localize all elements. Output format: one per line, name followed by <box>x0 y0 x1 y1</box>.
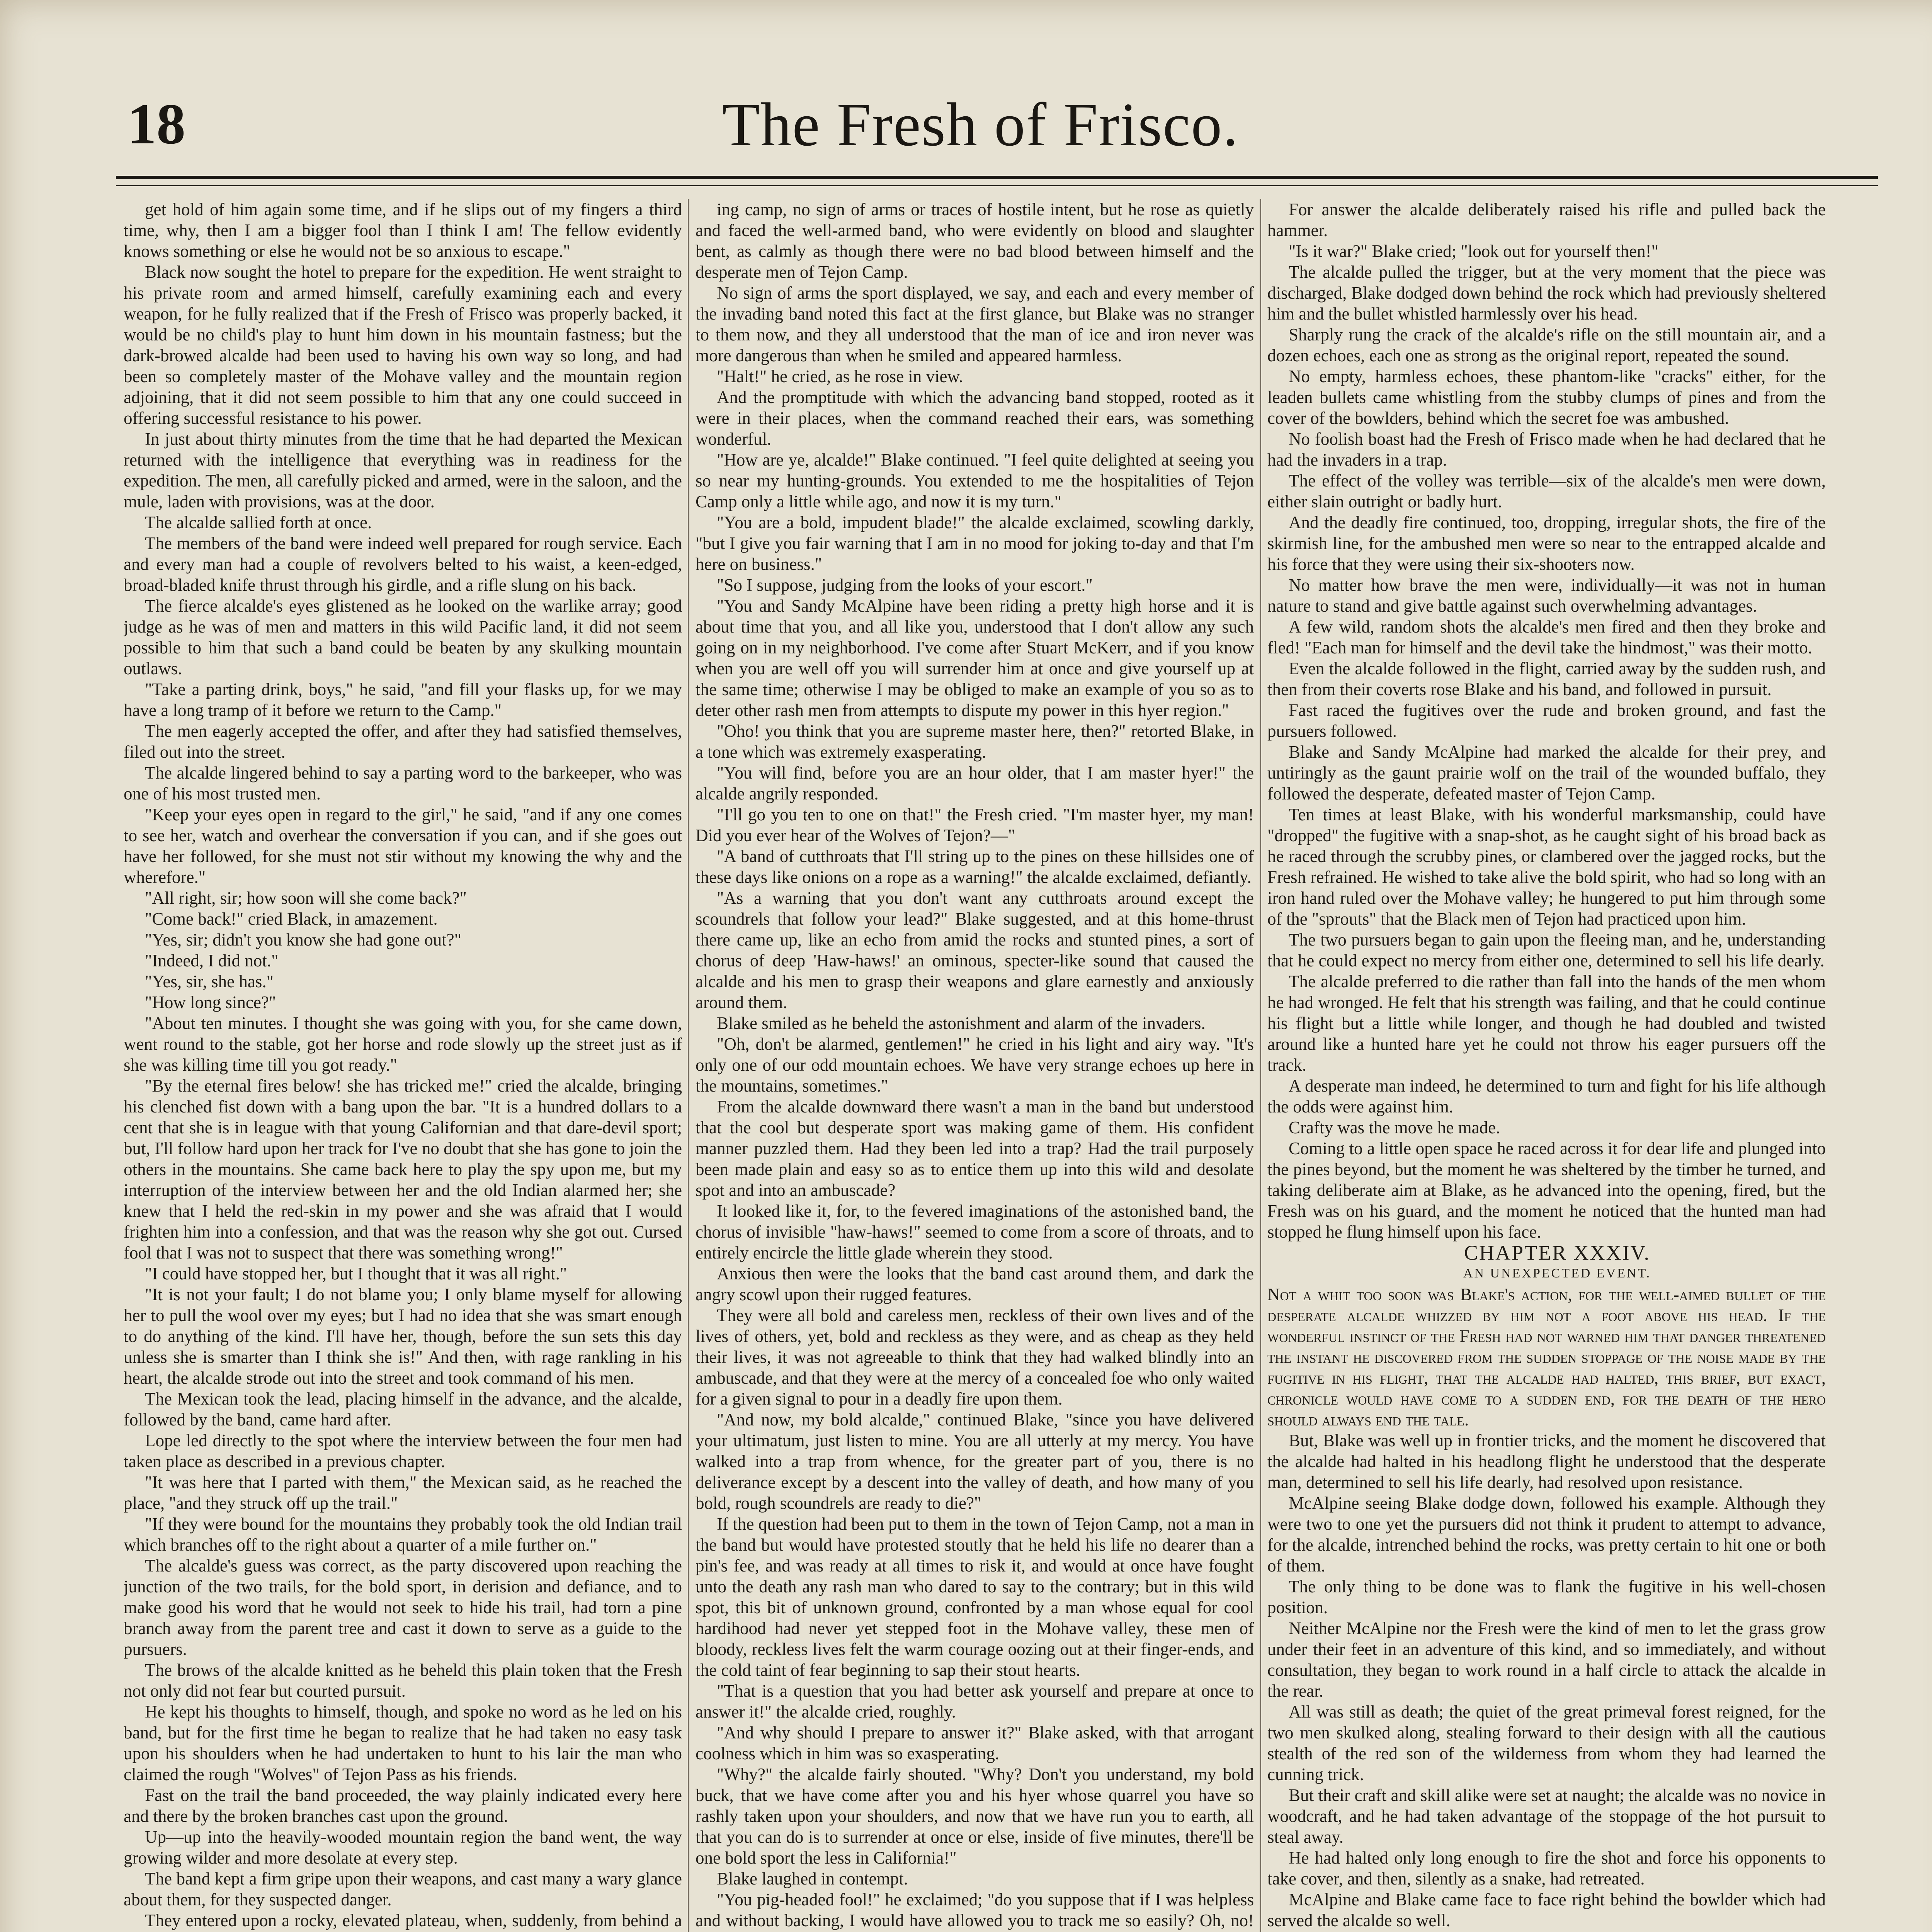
paragraph: "About ten minutes. I thought she was going with you, for she came down, went round to the stable, got her horse and rode slowly up the street just as if she was killing time till you got ready." <box>124 1014 682 1075</box>
paragraph: The Mexican took the lead, placing himself in the advance, and the alcalde, followed by the band, came hard after. <box>124 1389 682 1429</box>
paragraph: The band kept a firm gripe upon their weapons, and cast many a wary glance about them, for they suspected danger. <box>124 1869 682 1909</box>
paragraph: "How are ye, alcalde!" Blake continued. "I feel quite delighted at seeing you so near my hunting-grounds. You extended to me the hospitalities of Tejon Camp only a little while ago, and now it is my turn." <box>696 450 1254 511</box>
page-number: 18 <box>128 92 185 156</box>
paragraph: get hold of him again some time, and if he slips out of my fingers a third time, why, then I am a bigger fool than I think I am! The fellow evidently knows something or else he would not be so anxious to escape." <box>124 200 682 261</box>
paragraph: Fast on the trail the band proceeded, the way plainly indicated every here and there by the broken branches cast upon the ground. <box>124 1786 682 1826</box>
paragraph: Coming to a little open space he raced across it for dear life and plunged into the pines beyond, but the moment he was sheltered by the timber he turned, and taking deliberate aim at Blake, as he advanced into the opening, fired, but the Fresh was on his guard, and the moment he noticed that the hunted man had stopped he flung himself upon his face. <box>1267 1139 1826 1242</box>
paragraph: The alcalde's guess was correct, as the party discovered upon reaching the junction of the two trails, for the bold sport, in derision and defiance, and to make good his word that he would not seek to hide his trail, had torn a pine branch away from the parent tree and cast it down to serve as a guide to the pursuers. <box>124 1556 682 1659</box>
paragraph: Fast raced the fugitives over the rude and broken ground, and fast the pursuers followed. <box>1267 701 1826 741</box>
paragraph: They entered upon a rocky, elevated plateau, when, suddenly, from behind a <box>145 1911 682 1930</box>
paragraph: "How long since?" <box>145 993 276 1012</box>
paragraph: He had halted only long enough to fire the shot and force his opponents to take cover, and then, silently as a snake, had retreated. <box>1267 1848 1826 1888</box>
paragraph: The only thing to be done was to flank the fugitive in his well-chosen position. <box>1267 1577 1826 1617</box>
paragraph: No empty, harmless echoes, these phantom-like "cracks" either, for the leaden bullets came whistling from the stubby clumps of pines and from the cover of the bowlders, behind which the secret foe was ambushed. <box>1267 367 1826 428</box>
paragraph: The alcalde pulled the trigger, but at the very moment that the piece was discharged, Blake dodged down behind the rock which had previously sheltered him and the bullet whistled harmlessly over his head. <box>1267 262 1826 323</box>
paragraph: Blake smiled as he beheld the astonishment and alarm of the invaders. <box>717 1014 1206 1033</box>
paragraph: The brows of the alcalde knitted as he beheld this plain token that the Fresh not only did not fear but courted pursuit. <box>124 1660 682 1701</box>
paragraph: The men eagerly accepted the offer, and after they had satisfied themselves, filed out into the street. <box>124 721 682 762</box>
paragraph: "And now, my bold alcalde," continued Blake, "since you have delivered your ultimatum, just listen to mine. You are all utterly at my mercy. You have walked into a trap from whence, for the greater part of you, there is no deliverance except by a descent into the valley of death, and how many of you bold, rough scoundrels are ready to die?" <box>696 1410 1254 1513</box>
column-1-body <box>124 199 682 1932</box>
text-column-2 <box>696 199 1254 1932</box>
paragraph: The fierce alcalde's eyes glistened as he looked on the warlike array; good judge as he was of men and matters in this wild Pacific land, it did not seem possible to him that such a band could be beaten by any skulking mountain outlaws. <box>124 596 682 678</box>
paragraph: Anxious then were the looks that the band cast around them, and dark the angry scowl upon their rugged features. <box>696 1264 1254 1304</box>
paragraph: Blake and Sandy McAlpine had marked the alcalde for their prey, and untiringly as the gaunt prairie wolf on the trail of the wounded buffalo, they followed the desperate, defeated master of Tejon Camp. <box>1267 742 1826 803</box>
paragraph: If the question had been put to them in the town of Tejon Camp, not a man in the band but would have protested stoutly that he held his life no dearer than a pin's fee, and was ready at all times to risk it, and would at once have fought unto the death any rash man who dared to say to the contrary; but in this wild spot, this bit of unknown ground, confronted by a man whose equal for cool hardihood had never yet stepped foot in the Mohave valley, these men of bloody, reckless lives felt the warm courage oozing out at their finger-ends, and the cold taint of fear beginning to sap their stout hearts. <box>696 1514 1254 1680</box>
paragraph: "You will find, before you are an hour older, that I am master hyer!" the alcalde angrily responded. <box>696 763 1254 803</box>
paragraph: "Take a parting drink, boys," he said, "and fill your flasks up, for we may have a long tramp of it before we return to the Camp." <box>124 680 682 720</box>
paragraph: All was still as death; the quiet of the great primeval forest reigned, for the two men skulked along, stealing forward to their design with all the cautious stealth of the red son of the wilderness from whom they had learned the cunning trick. <box>1267 1702 1826 1784</box>
paragraph: "A band of cutthroats that I'll string up to the pines on these hillsides one of these days like onions on a rope as a warning!" the alcalde exclaimed, defiantly. <box>696 847 1254 887</box>
column-2-body <box>696 199 1254 1932</box>
column-divider <box>688 199 689 1932</box>
paragraph: No foolish boast had the Fresh of Frisco made when he had declared that he had the invaders in a trap. <box>1267 429 1826 469</box>
paragraph: In just about thirty minutes from the time that he had departed the Mexican returned with the intelligence that everything was in readiness for the expedition. The men, all carefully picked and armed, were in the saloon, and the mule, laden with provisions, was at the door. <box>124 429 682 511</box>
column-3-chapter-body <box>1267 1284 1826 1932</box>
chapter-subheading: AN UNEXPECTED EVENT. <box>1463 1266 1651 1281</box>
paragraph: McAlpine seeing Blake dodge down, followed his example. Although they were two to one yet the pursuers did not think it prudent to attempt to advance, for the alcalde, intrenched behind the rocks, was pretty certain to hit one or both of them. <box>1267 1493 1826 1575</box>
column-3-body <box>1267 199 1826 1242</box>
paragraph: "I could have stopped her, but I thought that it was all right." <box>145 1264 567 1283</box>
paragraph: The effect of the volley was terrible—six of the alcalde's men were down, either slain outright or badly hurt. <box>1267 471 1826 511</box>
paragraph: "Come back!" cried Black, in amazement. <box>145 909 438 929</box>
paragraph: Neither McAlpine nor the Fresh were the kind of men to let the grass grow under their feet in an adventure of this kind, and so immediately, and without consultation, they began to work round in a half circle to attack the alcalde in the rear. <box>1267 1619 1826 1701</box>
text-column-3 <box>1267 199 1826 1932</box>
paragraph: Sharply rung the crack of the alcalde's rifle on the still mountain air, and a dozen echoes, each one as strong as the original report, repeated the sound. <box>1267 325 1826 365</box>
paragraph: Black now sought the hotel to prepare for the expedition. He went straight to his private room and armed himself, carefully examining each and every weapon, for he fully realized that if the Fresh of Frisco was properly backed, it would be no child's play to hunt him down in his mountain fastness; but the dark-browed alcalde had been used to having his own way so long, and had been so completely master of the Mohave valley and the mountain region adjoining, that it did not seem possible to him that any one could succeed in offering successful resistance to his power. <box>124 262 682 428</box>
paragraph: But, Blake was well up in frontier tricks, and the moment he discovered that the alcalde had halted in his headlong flight he understood that the desperate man, determined to sell his life dearly, had resolved upon resistance. <box>1267 1431 1826 1492</box>
paragraph: It looked like it, for, to the fevered imaginations of the astonished band, the chorus of invisible "haw-haws!" seemed to come from a score of throats, and to entirely encircle the little glade wherein they stood. <box>696 1201 1254 1262</box>
paragraph: Not a whit too soon was Blake's action, for the well-aimed bullet of the desperate alcalde whizzed by him not a foot above his head. If the wonderful instinct of the Fresh had not warned him that danger threatened the instant he discovered from the sudden stoppage of the noise made by the fugitive in his flight, that the alcalde had halted, this brief, but exact, chronicle would have come to a sudden end, for the death of the hero should always end the tale. <box>1267 1285 1826 1429</box>
paragraph: He kept his thoughts to himself, though, and spoke no word as he led on his band, but for the first time he began to realize that he had taken no easy task upon his shoulders when he had undertaken to hunt to his lair the man who claimed the rough "Wolves" of Tejon Pass as his friends. <box>124 1702 682 1784</box>
paragraph: "Keep your eyes open in regard to the girl," he said, "and if any one comes to see her, watch and overhear the conversation if you can, and if she goes out have her followed, for she must not stir without my knowing the why and the wherefore." <box>124 805 682 887</box>
paragraph: The alcalde lingered behind to say a parting word to the barkeeper, who was one of his most trusted men. <box>124 763 682 803</box>
paragraph: The alcalde sallied forth at once. <box>145 513 372 532</box>
paragraph: "Is it war?" Blake cried; "look out for yourself then!" <box>1289 242 1658 261</box>
paragraph: No sign of arms the sport displayed, we say, and each and every member of the invading band noted this fact at the first glance, but Blake was no stranger to them now, and they all understood that the man of ice and iron never was more dangerous than when he smiled and appeared harmless. <box>696 283 1254 365</box>
paragraph: They were all bold and careless men, reckless of their own lives and of the lives of others, yet, bold and reckless as they were, and as cheap as they held their lives, it was not agreeable to think that they had walked blindly into an ambuscade, and that they were at the mercy of a concealed foe who only waited for a given signal to pour in a deadly fire upon them. <box>696 1306 1254 1408</box>
paragraph: And the promptitude with which the advancing band stopped, rooted as it were in their places, when the command reached their ears, was something wonderful. <box>696 388 1254 449</box>
paragraph: "It is not your fault; I do not blame you; I only blame myself for allowing her to pull the wool over my eyes; but I had no idea that she was smart enough to do anything of the kind. I'll have her, though, before the sun sets this day unless she is smarter than I think she is!" And then, with rage rankling in his heart, the alcalde strode out into the street and took command of his men. <box>124 1285 682 1388</box>
paragraph: And the deadly fire continued, too, dropping, irregular shots, the fire of the skirmish line, for the ambushed men were so near to the entrapped alcalde and his force that they were using their six-shooters now. <box>1267 513 1826 574</box>
paragraph: No matter how brave the men were, individually—it was not in human nature to stand and give battle against such overwhelming advantages. <box>1267 575 1826 616</box>
paragraph: "Yes, sir, she has." <box>145 972 274 991</box>
paragraph: A few wild, random shots the alcalde's men fired and then they broke and fled! "Each man for himself and the devil take the hindmost," was their motto. <box>1267 617 1826 657</box>
paragraph: Ten times at least Blake, with his wonderful marksmanship, could have "dropped" the fugitive with a snap-shot, as he caught sight of his broad back as he raced through the scrubby pines, or clambered over the jagged rocks, but the Fresh refrained. He wished to take alive the bold spirit, who had so long with an iron hand ruled over the Mohave valley; he hungered to put him through some of the "sprouts" that the Black men of Tejon had practiced upon him. <box>1267 805 1826 929</box>
paragraph: "All right, sir; how soon will she come back?" <box>145 888 467 908</box>
paragraph: Even the alcalde followed in the flight, carried away by the sudden rush, and then from their coverts rose Blake and his band, and followed in pursuit. <box>1267 659 1826 699</box>
paragraph: "It was here that I parted with them," the Mexican said, as he reached the place, "and they struck off up the trail." <box>124 1473 682 1513</box>
paragraph: Lope led directly to the spot where the interview between the four men had taken place as described in a previous chapter. <box>124 1431 682 1471</box>
paragraph: "As a warning that you don't want any cutthroats around except the scoundrels that follow your lead?" Blake suggested, and at this home-thrust there came up, like an echo from amid the rocks and stunted pines, a sort of chorus of deep 'Haw-haws!' an ominous, specter-like sound that caused the alcalde and his men to grasp their weapons and glare earnestly and anxiously around them. <box>696 888 1254 1012</box>
paragraph: "You pig-headed fool!" he exclaimed; "do you suppose that if I was helpless and without backing, I would have allowed you to track me so easily? Oh, no! <box>696 1890 1254 1930</box>
paragraph: Crafty was the move he made. <box>1289 1118 1500 1137</box>
header-rule-thick <box>116 176 1878 179</box>
paragraph: "By the eternal fires below! she has tricked me!" cried the alcalde, bringing his clenched fist down with a bang upon the bar. "It is a hundred dollars to a cent that she is in league with that young Californian and that dare-devil sport; but, I'll follow hard upon her track for I've no doubt that she has gone to join the others in the mountains. She came back here to play the spy upon me, but my interruption of the interview between her and the old Indian alarmed her; she knew that I held the red-skin in my power and she was afraid that I would frighten him into a confession, and that was the reason why she got out. Cursed fool that I was not to suspect that there was something wrong!" <box>124 1076 682 1262</box>
paragraph: But their craft and skill alike were set at naught; the alcalde was no novice in woodcraft, and he had taken advantage of the stoppage of the hot pursuit to steal away. <box>1267 1786 1826 1847</box>
paragraph: "So I suppose, judging from the looks of your escort." <box>717 575 1093 595</box>
paragraph: McAlpine and Blake came face to face right behind the bowlder which had served the alcalde so well. <box>1267 1890 1826 1930</box>
header-rule-thin <box>116 185 1878 186</box>
paragraph: Up—up into the heavily-wooded mountain region the band went, the way growing wilder and more desolate at every step. <box>124 1827 682 1867</box>
paragraph: Blake laughed in contempt. <box>717 1869 908 1888</box>
paragraph: "Oh, don't be alarmed, gentlemen!" he cried in his light and airy way. "It's only one of our odd mountain echoes. We have very strange echoes up here in the mountains, sometimes." <box>696 1034 1254 1095</box>
paragraph: "Yes, sir; didn't you know she had gone out?" <box>145 930 461 949</box>
paragraph: "If they were bound for the mountains they probably took the old Indian trail which branches off to the right about a quarter of a mile further on." <box>124 1514 682 1554</box>
paragraph: For answer the alcalde deliberately raised his rifle and pulled back the hammer. <box>1267 200 1826 240</box>
paragraph: "Why?" the alcalde fairly shouted. "Why? Don't you understand, my bold buck, that we have come after you and his hyer whose quarrel you have so rashly taken upon your shoulders, and now that we have run you to earth, all that you can do is to surrender at once or else, inside of five minutes, there'll be one bold sport the less in California!" <box>696 1765 1254 1867</box>
paragraph: "Oho! you think that you are supreme master here, then?" retorted Blake, in a tone which was extremely exasperating. <box>696 721 1254 762</box>
paragraph: "You and Sandy McAlpine have been riding a pretty high horse and it is about time that you, and all like you, understood that I don't allow any such going on in my neighborhood. I've come after Stuart McKerr, and if you know when you are well off you will surrender him at once and give yourself up at the same time; otherwise I may be obliged to make an example of you so as to deter other rash men from attempts to dispute my power in this hyer region." <box>696 596 1254 720</box>
chapter-heading: CHAPTER XXXIV. <box>1464 1241 1651 1264</box>
text-column-1 <box>124 199 682 1932</box>
paragraph: "You are a bold, impudent blade!" the alcalde exclaimed, scowling darkly, "but I give you fair warning that I am in no mood for joking to-day and that I'm here on business." <box>696 513 1254 574</box>
paragraph: "That is a question that you had better ask yourself and prepare at once to answer it!" the alcalde cried, roughly. <box>696 1681 1254 1721</box>
paragraph: "Halt!" he cried, as he rose in view. <box>717 367 963 386</box>
paragraph: ing camp, no sign of arms or traces of hostile intent, but he rose as quietly and faced the well-armed band, who were evidently on blood and slaughter bent, as calmly as though there were no bad blood between himself and the desperate men of Tejon Camp. <box>696 200 1254 282</box>
column-divider <box>1260 199 1261 1932</box>
paragraph: "I'll go you ten to one on that!" the Fresh cried. "I'm master hyer, my man! Did you ever hear of the Wolves of Tejon?—" <box>696 805 1254 845</box>
paragraph: The members of the band were indeed well prepared for rough service. Each and every man had a couple of revolvers belted to his waist, a keen-edged, broad-bladed knife thrust through his girdle, and a rifle slung on his back. <box>124 534 682 595</box>
paragraph: From the alcalde downward there wasn't a man in the band but understood that the cool but desperate sport was making game of them. His confident manner puzzled them. Had they been led into a trap? Had the trail purposely been made plain and easy so as to entice them up into this wild and desolate spot and into an ambuscade? <box>696 1097 1254 1200</box>
paragraph: The two pursuers began to gain upon the fleeing man, and he, understanding that he could expect no mercy from either one, determined to sell his life dearly. <box>1267 930 1826 970</box>
paragraph: "Indeed, I did not." <box>145 951 279 970</box>
paragraph: The alcalde preferred to die rather than fall into the hands of the men whom he had wronged. He felt that his strength was failing, and that he could continue his flight but a little while longer, and though he had doubled and twisted around like a hunted hare yet he could not throw his eager pursuers off the track. <box>1267 972 1826 1075</box>
paragraph: "And why should I prepare to answer it?" Blake asked, with that arrogant coolness which in him was so exasperating. <box>696 1723 1254 1763</box>
paragraph: A desperate man indeed, he determined to turn and fight for his life although the odds were against him. <box>1267 1076 1826 1116</box>
page-title: The Fresh of Frisco. <box>722 90 1239 159</box>
